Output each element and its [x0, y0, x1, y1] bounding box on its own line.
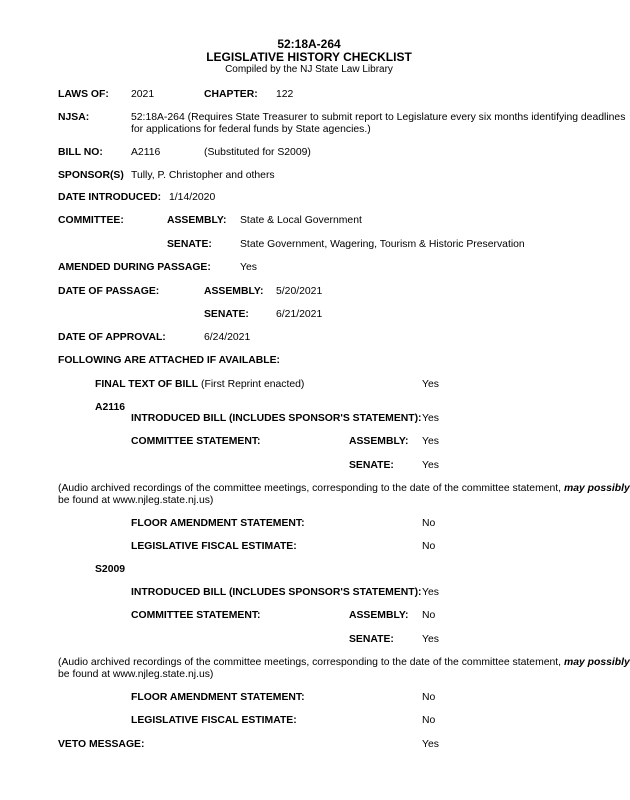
attached-heading: FOLLOWING ARE ATTACHED IF AVAILABLE:	[58, 355, 281, 366]
committee-assembly-label: ASSEMBLY:	[167, 215, 227, 226]
s2009-assembly-label: ASSEMBLY:	[349, 610, 409, 621]
approval-value: 6/24/2021	[204, 332, 251, 343]
njsa-label: NJSA:	[58, 112, 90, 123]
a2116-committee-label: COMMITTEE STATEMENT:	[131, 436, 261, 447]
sponsor-value: Tully, P. Christopher and others	[131, 170, 275, 181]
a2116-fiscal-value: No	[422, 541, 436, 552]
audio-note-2-line-1	[58, 657, 630, 669]
s2009-floor-label: FLOOR AMENDMENT STATEMENT:	[131, 692, 305, 703]
laws-of-value: 2021	[131, 89, 155, 100]
a2116-senate-value: Yes	[422, 460, 439, 471]
a2116-fiscal-label: LEGISLATIVE FISCAL ESTIMATE:	[131, 541, 297, 552]
committee-assembly-value: State & Local Government	[240, 215, 362, 226]
audio-note-2-line-2: be found at www.njleg.state.nj.us)	[58, 669, 214, 680]
bill-no-value: A2116	[131, 147, 161, 158]
audio-note-text: (Audio archived recordings of the committee meetings, corresponding to the date of the committee statement,	[58, 483, 564, 494]
s2009-introduced-value: Yes	[422, 587, 439, 598]
s2009-fiscal-label: LEGISLATIVE FISCAL ESTIMATE:	[131, 715, 297, 726]
sponsor-label: SPONSOR(S)	[58, 170, 124, 181]
passage-assembly-value: 5/20/2021	[276, 286, 323, 297]
committee-senate-value: State Government, Wagering, Tourism & Historic Preservation	[240, 239, 525, 250]
laws-of-label: LAWS OF:	[58, 89, 109, 100]
final-text-row	[95, 379, 304, 391]
a2116-floor-value: No	[422, 518, 436, 529]
audio-note-emphasis: may possibly	[563, 483, 630, 494]
audio-note-1-line-2: be found at www.njleg.state.nj.us)	[58, 495, 214, 506]
passage-assembly-label: ASSEMBLY:	[204, 286, 264, 297]
audio-note-text: (Audio archived recordings of the committee meetings, corresponding to the date of the committee statement,	[58, 657, 564, 668]
page-title: LEGISLATIVE HISTORY CHECKLIST	[206, 50, 412, 64]
bill-no-label: BILL NO:	[58, 147, 103, 158]
committee-label: COMMITTEE:	[58, 215, 124, 226]
passage-senate-label: SENATE:	[204, 309, 249, 320]
final-text-label: FINAL TEXT OF BILL	[95, 379, 199, 390]
a2116-label: A2116	[95, 402, 126, 413]
final-text-note: (First Reprint enacted)	[201, 379, 305, 390]
passage-label: DATE OF PASSAGE:	[58, 286, 160, 297]
a2116-floor-label: FLOOR AMENDMENT STATEMENT:	[131, 518, 305, 529]
citation-heading: 52:18A-264	[277, 37, 341, 51]
a2116-introduced-value: Yes	[422, 413, 439, 424]
s2009-assembly-value: No	[422, 610, 436, 621]
bill-substitution-note: (Substituted for S2009)	[204, 147, 311, 158]
date-introduced-value: 1/14/2020	[169, 192, 216, 203]
s2009-senate-value: Yes	[422, 634, 439, 645]
s2009-label: S2009	[95, 564, 126, 575]
approval-label: DATE OF APPROVAL:	[58, 332, 166, 343]
chapter-label: CHAPTER:	[204, 89, 258, 100]
veto-label: VETO MESSAGE:	[58, 739, 145, 750]
a2116-introduced-label: INTRODUCED BILL (INCLUDES SPONSOR'S STATEMENT):	[131, 413, 422, 424]
s2009-senate-label: SENATE:	[349, 634, 394, 645]
amended-value: Yes	[240, 262, 257, 273]
final-text-value: Yes	[422, 379, 439, 390]
s2009-committee-label: COMMITTEE STATEMENT:	[131, 610, 261, 621]
s2009-floor-value: No	[422, 692, 436, 703]
njsa-line-1: 52:18A-264 (Requires State Treasurer to submit report to Legislature every six months identifying deadlines	[131, 112, 626, 123]
njsa-line-2: for applications for federal funds by State agencies.)	[131, 124, 371, 135]
veto-value: Yes	[422, 739, 439, 750]
a2116-assembly-label: ASSEMBLY:	[349, 436, 409, 447]
a2116-assembly-value: Yes	[422, 436, 439, 447]
date-introduced-label: DATE INTRODUCED:	[58, 192, 162, 203]
audio-note-emphasis: may possibly	[563, 657, 630, 668]
amended-label: AMENDED DURING PASSAGE:	[58, 262, 211, 273]
committee-senate-label: SENATE:	[167, 239, 212, 250]
audio-note-1-line-1	[58, 483, 630, 495]
passage-senate-value: 6/21/2021	[276, 309, 323, 320]
a2116-senate-label: SENATE:	[349, 460, 394, 471]
chapter-value: 122	[276, 89, 294, 100]
s2009-fiscal-value: No	[422, 715, 436, 726]
compiled-by: Compiled by the NJ State Law Library	[225, 64, 393, 75]
s2009-introduced-label: INTRODUCED BILL (INCLUDES SPONSOR'S STATEMENT):	[131, 587, 422, 598]
